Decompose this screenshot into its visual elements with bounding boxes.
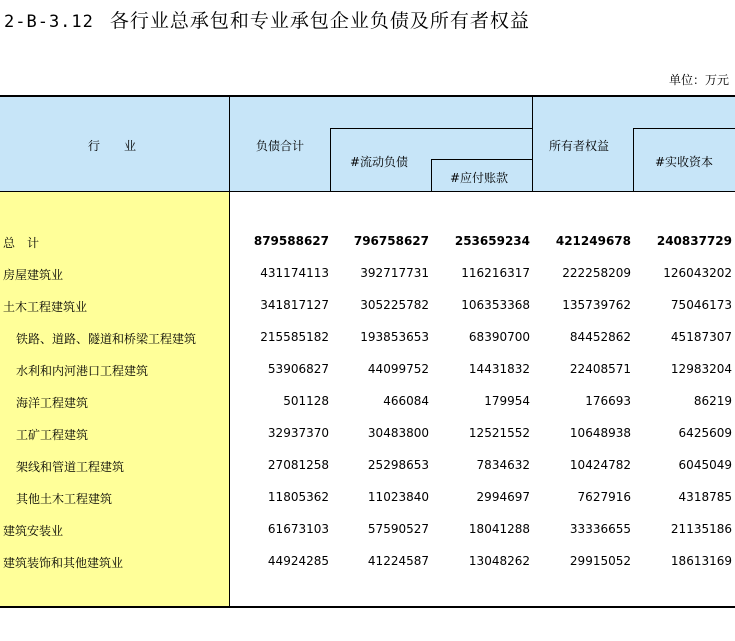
cell-total-liabilities: 879588627	[253, 234, 329, 248]
table-row	[0, 385, 735, 417]
cell-accounts-payable: 18041288	[468, 522, 530, 536]
cell-current-liabilities: 57590527	[367, 522, 429, 536]
cell-total-liabilities: 27081258	[267, 458, 329, 472]
cell-accounts-payable: 7834632	[476, 458, 530, 472]
cell-accounts-payable: 68390700	[468, 330, 530, 344]
cell-current-liabilities: 30483800	[367, 426, 429, 440]
cell-owners-equity: 176693	[585, 394, 631, 408]
table-row	[0, 257, 735, 289]
row-label: 水利和内河港口工程建筑	[16, 364, 149, 378]
header-paid-in-capital: #实收资本	[655, 155, 714, 169]
cell-owners-equity: 10424782	[569, 458, 631, 472]
cell-accounts-payable: 253659234	[454, 234, 530, 248]
cell-owners-equity: 222258209	[562, 266, 631, 280]
header-divider-payable	[532, 95, 533, 192]
table-title	[4, 6, 530, 33]
cell-accounts-payable: 179954	[484, 394, 530, 408]
cell-current-liabilities: 11023840	[367, 490, 429, 504]
header-hline-3	[431, 159, 532, 160]
cell-total-liabilities: 215585182	[260, 330, 329, 344]
row-label: 土木工程建筑业	[3, 300, 88, 314]
cell-owners-equity: 33336655	[569, 522, 631, 536]
table-row	[0, 289, 735, 321]
row-label: 架线和管道工程建筑	[16, 460, 125, 474]
cell-owners-equity: 10648938	[569, 426, 631, 440]
cell-owners-equity: 22408571	[569, 362, 631, 376]
header-current-liabilities: #流动负债	[350, 155, 409, 169]
cell-paid-in-capital: 126043202	[663, 266, 732, 280]
table-row	[0, 449, 735, 481]
header-hline-1	[330, 128, 532, 129]
table-row	[0, 513, 735, 545]
cell-paid-in-capital: 240837729	[656, 234, 732, 248]
cell-paid-in-capital: 6425609	[678, 426, 732, 440]
cell-current-liabilities: 305225782	[360, 298, 429, 312]
cell-accounts-payable: 12521552	[468, 426, 530, 440]
cell-paid-in-capital: 18613169	[670, 554, 732, 568]
cell-paid-in-capital: 45187307	[670, 330, 732, 344]
table-bottom-rule	[0, 606, 735, 608]
cell-total-liabilities: 11805362	[267, 490, 329, 504]
row-label: 其他土木工程建筑	[16, 492, 113, 506]
cell-current-liabilities: 193853653	[360, 330, 429, 344]
header-accounts-payable: #应付账款	[450, 171, 509, 185]
row-label: 海洋工程建筑	[16, 396, 89, 410]
cell-accounts-payable: 106353368	[461, 298, 530, 312]
header-divider-total	[330, 128, 331, 192]
cell-owners-equity: 7627916	[577, 490, 631, 504]
cell-current-liabilities: 392717731	[360, 266, 429, 280]
row-label: 建筑安装业	[3, 524, 64, 538]
cell-paid-in-capital: 75046173	[670, 298, 732, 312]
cell-accounts-payable: 116216317	[461, 266, 530, 280]
cell-current-liabilities: 41224587	[367, 554, 429, 568]
cell-total-liabilities: 44924285	[267, 554, 329, 568]
header-bottom-rule	[0, 191, 735, 192]
cell-paid-in-capital: 6045049	[678, 458, 732, 472]
cell-owners-equity: 84452862	[569, 330, 631, 344]
cell-accounts-payable: 2994697	[476, 490, 530, 504]
cell-current-liabilities: 466084	[383, 394, 429, 408]
cell-total-liabilities: 341817127	[260, 298, 329, 312]
header-total-liabilities: 负债合计	[256, 139, 305, 153]
cell-owners-equity: 421249678	[555, 234, 631, 248]
row-label: 铁路、道路、隧道和桥梁工程建筑	[16, 332, 197, 346]
header-industry: 行 业	[88, 139, 137, 153]
cell-total-liabilities: 431174113	[260, 266, 329, 280]
table-row	[0, 225, 735, 257]
header-divider-equity	[633, 128, 634, 192]
row-label: 建筑装饰和其他建筑业	[3, 556, 124, 570]
cell-paid-in-capital: 86219	[693, 394, 732, 408]
table-row	[0, 321, 735, 353]
cell-total-liabilities: 501128	[283, 394, 329, 408]
cell-current-liabilities: 25298653	[367, 458, 429, 472]
cell-total-liabilities: 32937370	[267, 426, 329, 440]
unit-label: 单位：万元	[668, 73, 729, 87]
table-row	[0, 417, 735, 449]
cell-total-liabilities: 61673103	[267, 522, 329, 536]
row-label: 工矿工程建筑	[16, 428, 89, 442]
table-title-text: 各行业总承包和专业承包企业负债及所有者权益	[109, 10, 530, 32]
header-top-rule	[0, 95, 735, 97]
table-row	[0, 353, 735, 385]
table-code: 2-B-3.12	[4, 12, 94, 32]
header-divider-current	[431, 159, 432, 192]
row-label: 房屋建筑业	[3, 268, 64, 282]
header-hline-2	[633, 128, 735, 129]
header-owners-equity: 所有者权益	[549, 139, 610, 153]
cell-current-liabilities: 796758627	[353, 234, 429, 248]
row-label: 总 计	[3, 236, 40, 250]
table-row	[0, 545, 735, 577]
table-row	[0, 481, 735, 513]
cell-accounts-payable: 14431832	[468, 362, 530, 376]
cell-accounts-payable: 13048262	[468, 554, 530, 568]
cell-current-liabilities: 44099752	[367, 362, 429, 376]
cell-owners-equity: 29915052	[569, 554, 631, 568]
cell-total-liabilities: 53906827	[267, 362, 329, 376]
cell-owners-equity: 135739762	[562, 298, 631, 312]
cell-paid-in-capital: 4318785	[678, 490, 732, 504]
cell-paid-in-capital: 12983204	[670, 362, 732, 376]
cell-paid-in-capital: 21135186	[670, 522, 732, 536]
